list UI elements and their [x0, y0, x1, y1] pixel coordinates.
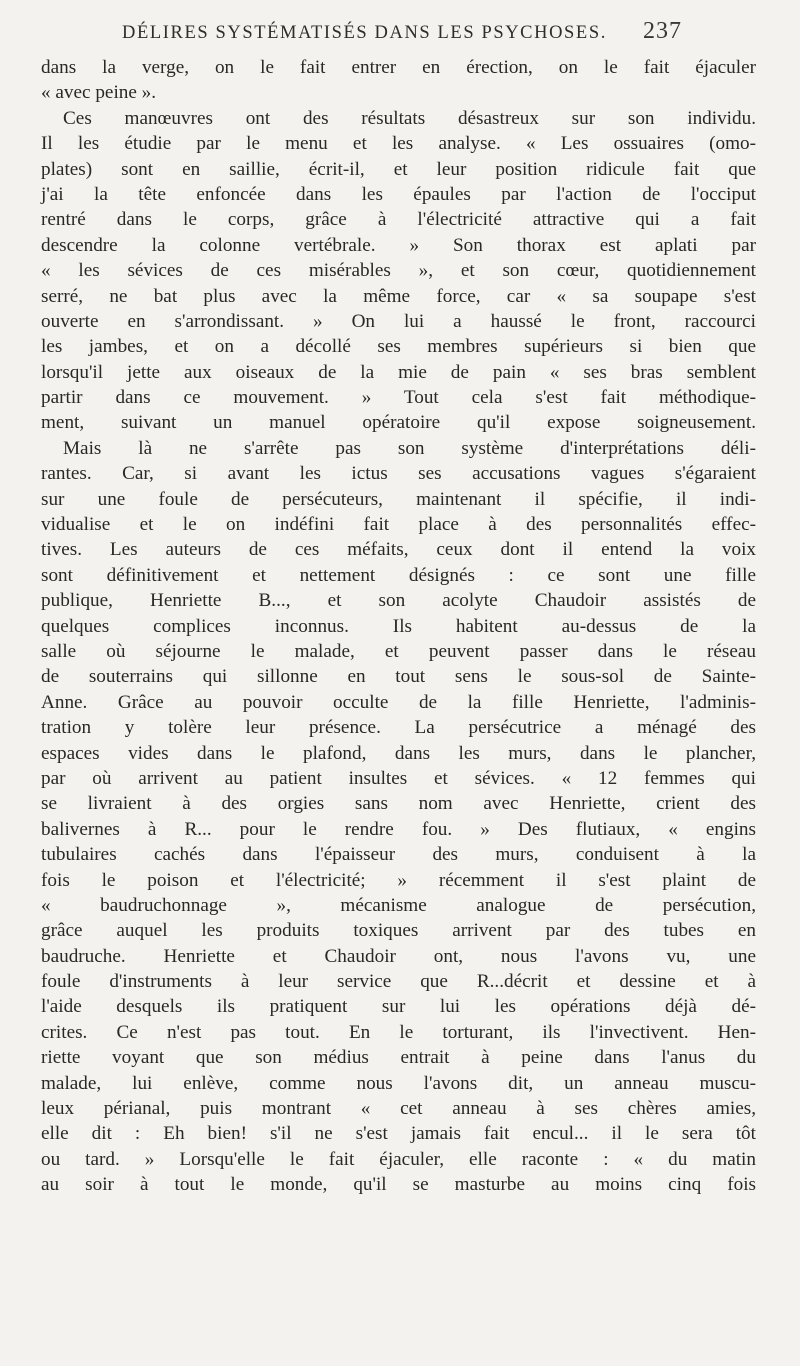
text-line: par où arrivent au patient insultes et sévices. « 12 femmes qui [41, 767, 756, 789]
text-line: crites. Ce n'est pas tout. En le torturant, ils l'invectivent. Hen- [41, 1021, 756, 1043]
text-line: serré, ne bat plus avec la même force, car « sa soupape s'est [41, 285, 756, 307]
text-line: fois le poison et l'électricité; » récemment il s'est plaint de [41, 869, 756, 891]
text-line: rentré dans le corps, grâce à l'électricité attractive qui a fait [41, 209, 756, 231]
text-line: « les sévices de ces misérables », et son cœur, quotidiennement [41, 260, 756, 282]
text-line: tration y tolère leur présence. La persécutrice a ménagé des [41, 717, 756, 739]
text-line: au soir à tout le monde, qu'il se masturbe au moins cinq fois [41, 1174, 756, 1196]
text-line: riette voyant que son médius entrait à peine dans l'anus du [41, 1047, 756, 1069]
page-number: 237 [643, 18, 682, 44]
text-line: salle où séjourne le malade, et peuvent passer dans le réseau [41, 640, 756, 662]
text-line: sur une foule de persécuteurs, maintenant il spécifie, il indi- [41, 488, 756, 510]
text-line: j'ai la tête enfoncée dans les épaules par l'action de l'occiput [41, 183, 756, 205]
text-line: baudruche. Henriette et Chaudoir ont, nous l'avons vu, une [41, 945, 756, 967]
text-line: les jambes, et on a décollé ses membres supérieurs si bien que [41, 336, 756, 358]
text-line: descendre la colonne vertébrale. » Son thorax est aplati par [41, 234, 756, 256]
text-line: ment, suivant un manuel opératoire qu'il expose soigneusement. [41, 412, 756, 434]
text-line: rantes. Car, si avant les ictus ses accusations vagues s'égaraient [41, 463, 756, 485]
text-line: lorsqu'il jette aux oiseaux de la mie de pain « ses bras semblent [41, 361, 756, 383]
text-line: tubulaires cachés dans l'épaisseur des murs, conduisent à la [41, 844, 756, 866]
text-line: se livraient à des orgies sans nom avec Henriette, crient des [41, 793, 756, 815]
text-line: dans la verge, on le fait entrer en érection, on le fait éjaculer [41, 57, 756, 78]
running-title: DÉLIRES SYSTÉMATISÉS DANS LES PSYCHOSES. [122, 23, 607, 43]
text-line: espaces vides dans le plafond, dans les murs, dans le plancher, [41, 742, 756, 764]
text-line: leux périanal, puis montrant « cet anneau à ses chères amies, [41, 1098, 756, 1120]
text-line: malade, lui enlève, comme nous l'avons dit, un anneau muscu- [41, 1072, 756, 1094]
text-line: ouverte en s'arrondissant. » On lui a haussé le front, raccourci [41, 310, 756, 332]
text-line: quelques complices inconnus. Ils habitent au-dessus de la [41, 615, 756, 637]
text-line: de souterrains qui sillonne en tout sens le sous-sol de Sainte- [41, 666, 756, 688]
text-line: balivernes à R... pour le rendre fou. » Des flutiaux, « engins [41, 818, 756, 840]
text-line: Il les étudie par le menu et les analyse. « Les ossuaires (omo- [41, 133, 756, 155]
text-line: partir dans ce mouvement. » Tout cela s'est fait méthodique- [41, 387, 756, 409]
text-line: Mais là ne s'arrête pas son système d'interprétations déli- [63, 437, 756, 459]
running-head [122, 18, 682, 58]
text-line: plates) sont en saillie, écrit-il, et leur position ridicule fait que [41, 158, 756, 180]
text-line: tives. Les auteurs de ces méfaits, ceux dont il entend la voix [41, 539, 756, 561]
text-line: vidualise et le on indéfini fait place à des personnalités effec- [41, 514, 756, 536]
text-line: Anne. Grâce au pouvoir occulte de la fille Henriette, l'adminis- [41, 691, 756, 713]
text-line: sont définitivement et nettement désignés : ce sont une fille [41, 564, 756, 586]
text-line: « avec peine ». [41, 82, 157, 104]
text-line: ou tard. » Lorsqu'elle le fait éjaculer, elle raconte : « du matin [41, 1148, 756, 1170]
text-line: « baudruchonnage », mécanisme analogue de persécution, [41, 894, 756, 916]
text-line: Ces manœuvres ont des résultats désastreux sur son individu. [63, 107, 756, 129]
text-line: grâce auquel les produits toxiques arrivent par des tubes en [41, 920, 756, 942]
body-text [41, 55, 756, 1198]
text-line: elle dit : Eh bien! s'il ne s'est jamais fait encul... il le sera tôt [41, 1123, 756, 1145]
text-line: publique, Henriette B..., et son acolyte Chaudoir assistés de [41, 590, 756, 612]
text-line: l'aide desquels ils pratiquent sur lui les opérations déjà dé- [41, 996, 756, 1018]
text-line: foule d'instruments à leur service que R...décrit et dessine et à [41, 971, 756, 993]
